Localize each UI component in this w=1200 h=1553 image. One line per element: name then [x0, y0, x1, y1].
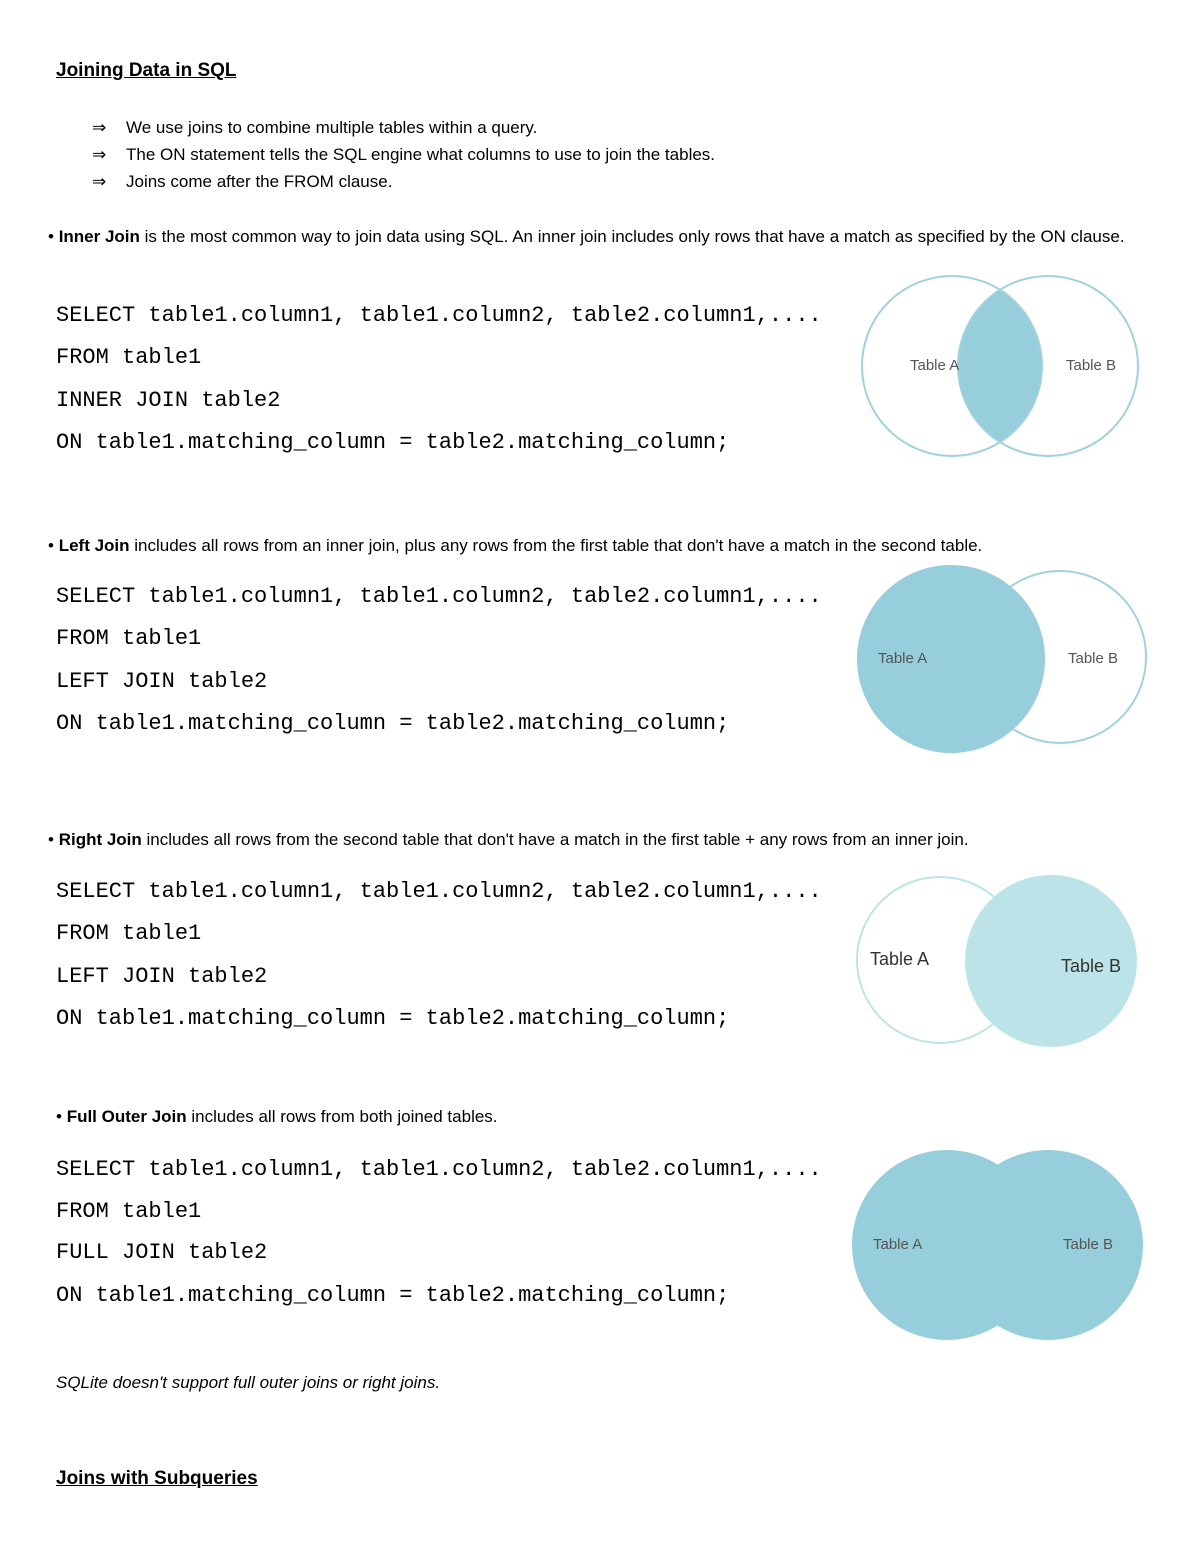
right-join-text: includes all rows from the second table that don't have a match in the first table + any rows from an inner join.	[141, 830, 969, 849]
venn-label-a: Table A	[873, 1236, 923, 1253]
left-join-text: includes all rows from an inner join, plus any rows from the first table that don't have a match in the second table.	[129, 536, 983, 555]
full-join-description	[56, 1103, 1156, 1130]
full-join-text: includes all rows from both joined tables.	[186, 1107, 498, 1126]
bullet-item	[92, 172, 392, 192]
code-line: FROM table1	[56, 1199, 202, 1224]
code-line: SELECT table1.column1, table1.column2, table2.column1,....	[56, 303, 822, 328]
full-join-venn-diagram	[845, 1150, 1155, 1340]
code-line: SELECT table1.column1, table1.column2, table2.column1,....	[56, 584, 822, 609]
bullet-text: We use joins to combine multiple tables within a query.	[126, 118, 538, 137]
arrow-icon: ⇒	[92, 145, 107, 164]
subqueries-heading: Joins with Subqueries	[56, 1468, 258, 1489]
bullet-text: Joins come after the FROM clause.	[126, 172, 393, 191]
inner-join-text: is the most common way to join data using SQL. An inner join includes only rows that have a match as specified by the ON clause.	[139, 227, 1125, 246]
arrow-icon: ⇒	[92, 172, 107, 191]
inner-join-venn-diagram	[850, 270, 1160, 470]
inner-join-term: Inner Join	[58, 227, 140, 246]
bullet-dot: •	[48, 227, 54, 246]
right-join-term: Right Join	[58, 830, 142, 849]
code-line: LEFT JOIN table2	[56, 669, 268, 694]
code-line: ON table1.matching_column = table2.matching_column;	[56, 430, 730, 455]
right-join-venn-diagram	[850, 870, 1160, 1050]
code-line: SELECT table1.column1, table1.column2, table2.column1,....	[56, 1157, 822, 1182]
code-line: ON table1.matching_column = table2.matching_column;	[56, 711, 730, 736]
code-line: FROM table1	[56, 921, 202, 946]
bullet-dot: •	[48, 830, 54, 849]
left-join-description	[48, 532, 1178, 559]
inner-join-description	[48, 223, 1148, 250]
venn-label-b: Table B	[1066, 357, 1117, 374]
bullet-text: The ON statement tells the SQL engine what columns to use to join the tables.	[126, 145, 716, 164]
venn-label-a: Table A	[910, 357, 960, 374]
code-line: SELECT table1.column1, table1.column2, table2.column1,....	[56, 879, 822, 904]
arrow-icon: ⇒	[92, 118, 107, 137]
code-line: ON table1.matching_column = table2.matching_column;	[56, 1006, 730, 1031]
bullet-dot: •	[48, 536, 54, 555]
code-line: FULL JOIN table2	[56, 1240, 268, 1265]
venn-label-b: Table B	[1068, 650, 1119, 667]
venn-label-a: Table A	[870, 949, 930, 969]
page-title: Joining Data in SQL	[56, 60, 237, 81]
bullet-item	[92, 145, 715, 165]
venn-circle-b	[953, 1150, 1143, 1340]
left-join-venn-diagram	[850, 565, 1160, 755]
venn-label-b: Table B	[1061, 956, 1122, 976]
venn-label-a: Table A	[878, 650, 928, 667]
code-line: FROM table1	[56, 345, 202, 370]
code-line: ON table1.matching_column = table2.matching_column;	[56, 1283, 730, 1308]
left-join-term: Left Join	[58, 536, 130, 555]
bullet-item	[92, 118, 537, 138]
code-line: FROM table1	[56, 626, 202, 651]
sqlite-note: SQLite doesn't support full outer joins or right joins.	[56, 1373, 441, 1392]
right-join-description	[48, 826, 1178, 853]
venn-label-b: Table B	[1063, 1236, 1114, 1253]
full-join-term: Full Outer Join	[66, 1107, 187, 1126]
code-line: LEFT JOIN table2	[56, 964, 268, 989]
bullet-dot: •	[56, 1107, 62, 1126]
code-line: INNER JOIN table2	[56, 388, 281, 413]
